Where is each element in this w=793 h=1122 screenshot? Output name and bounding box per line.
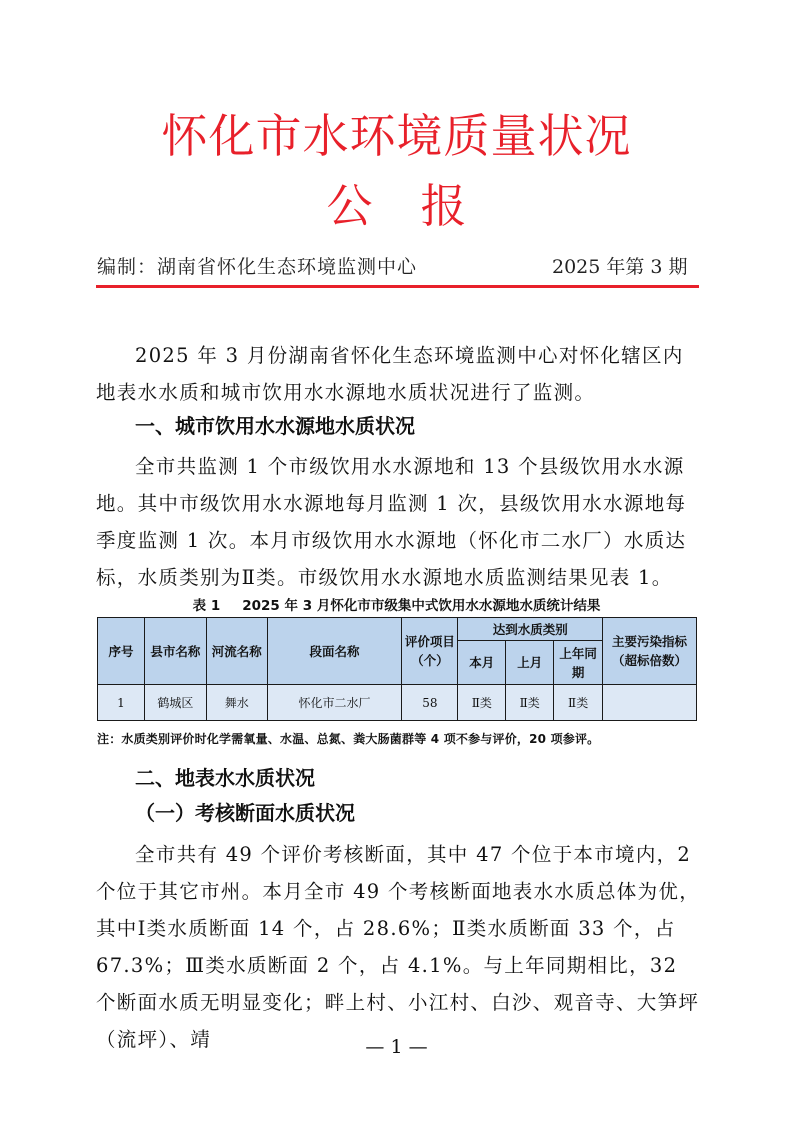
cell-items: 58 [402, 685, 458, 721]
header-items: 评价项目（个） [402, 618, 458, 685]
table-1-caption [0, 594, 793, 614]
cell-county: 鹤城区 [144, 685, 206, 721]
cell-last-year: Ⅱ类 [554, 685, 603, 721]
page-number: — 1 — [365, 1036, 428, 1058]
compiler-label: 编制：湖南省怀化生态环境监测中心 [97, 256, 418, 278]
header-pollutant: 主要污染指标（超标倍数） [603, 618, 697, 685]
table-row [98, 685, 697, 721]
header-last-year: 上年同期 [554, 641, 603, 685]
cell-river: 舞水 [206, 685, 267, 721]
cell-last-month: Ⅱ类 [506, 685, 554, 721]
report-title: 怀化市水环境质量状况 [161, 109, 632, 163]
issue-number: 2025 年第 3 期 [552, 256, 688, 278]
header-this-month: 本月 [458, 641, 506, 685]
intro-paragraph: 2025 年 3 月份湖南省怀化生态环境监测中心对怀化辖区内地表水水质和城市饮用水水源地水质状况进行了监测。 [96, 344, 684, 404]
header-river: 河流名称 [206, 618, 267, 685]
section-2-heading: 二、地表水水质状况 [135, 766, 315, 790]
header-last-month: 上月 [506, 641, 554, 685]
header-seq: 序号 [98, 618, 145, 685]
header-category: 达到水质类别 [458, 618, 603, 641]
header-divider [96, 285, 699, 288]
section-2-subheading: （一）考核断面水质状况 [135, 801, 355, 825]
cell-pollutant [603, 685, 697, 721]
header-county: 县市名称 [144, 618, 206, 685]
table-1-caption-text: 2025 年 3 月怀化市市级集中式饮用水水源地水质统计结果 [242, 598, 601, 614]
header-section: 段面名称 [267, 618, 402, 685]
section-2-body: 全市共有 49 个评价考核断面，其中 47 个位于本市境内，2 个位于其它市州。本月全市 49 个考核断面地表水水质总体为优，其中Ⅰ类水质断面 14 个，占 28.6%；Ⅱ类水质断面 33 个，占 67.3%；Ⅲ类水质断面 2 个，占 4.1%。与上年同期相比，32 个断面水质无明显变化；畔上村、小江村、白沙、观音寺、大笋坪（流坪）、靖 [96, 843, 701, 1051]
section-1-heading: 一、城市饮用水水源地水质状况 [135, 414, 415, 438]
section-1-body: 全市共监测 1 个市级饮用水水源地和 13 个县级饮用水水源地。其中市级饮用水水源地每月监测 1 次，县级饮用水水源地每季度监测 1 次。本月市级饮用水水源地（怀化市二水厂）水质达标，水质类别为Ⅱ类。市级饮用水水源地水质监测结果见表 1。 [96, 455, 687, 589]
cell-seq: 1 [98, 685, 145, 721]
report-subtitle: 公报 [326, 179, 515, 233]
table-1-caption-label: 表 1 [192, 598, 221, 614]
water-quality-table [97, 617, 697, 721]
cell-section: 怀化市二水厂 [267, 685, 402, 721]
table-1-note: 注：水质类别评价时化学需氧量、水温、总氮、粪大肠菌群等 4 项不参与评价，20 项参评。 [97, 732, 600, 746]
cell-this-month: Ⅱ类 [458, 685, 506, 721]
